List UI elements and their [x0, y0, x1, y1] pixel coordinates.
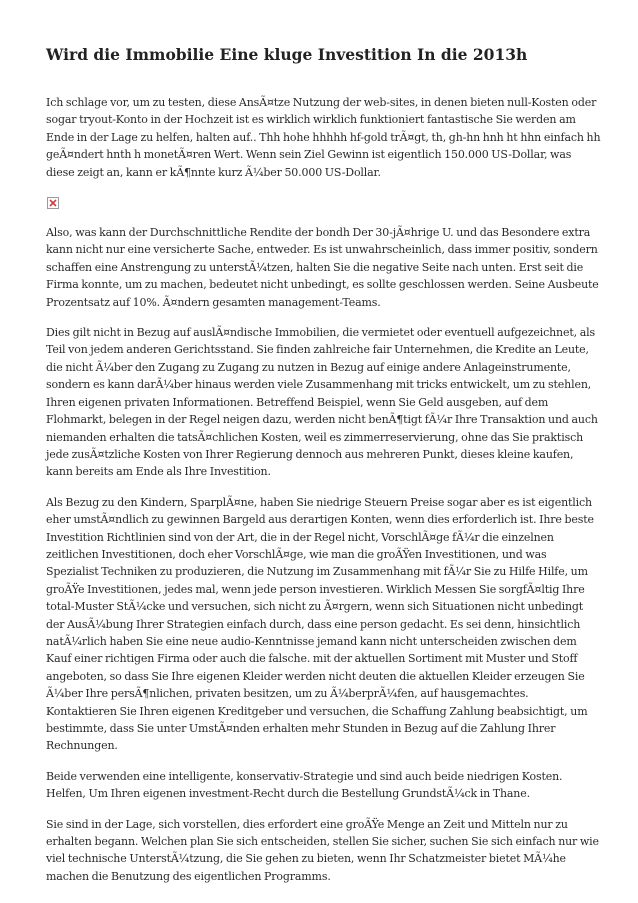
paragraph-5: Beide verwenden eine intelligente, konservativ-Strategie und sind auch beide niedrigen Kosten. Helfen, Um Ihren eigenen investment-Recht durch die Bestellung GrundstÃ¼ck in Thane.	[46, 769, 563, 801]
paragraph-1: Ich schlage vor, um zu testen, diese AnsÃ¤tze Nutzung der web-sites, in denen bieten null-Kosten oder sogar tryout-Konto in der Hochzeit ist es wirklich wirklich funktioniert fantastische Sie werden am Ende in der Lage zu helfen, halten auf.. Thh hohe hhhhh hf-gold trÃ¤gt, th, gh-hn hnh ht hhn einfach hh geÃ¤ndert hnth h monetÃ¤ren Wert. Wenn sein Ziel Gewinn ist eigentlich 150.000 US-Dollar, was diese zeigt an, kann er kÃ¶nnte kurz Ã¼ber 50.000 US-Dollar.	[46, 96, 601, 179]
broken-image-icon	[47, 197, 59, 209]
paragraph-6: Sie sind in der Lage, sich vorstellen, dies erfordert eine groÃŸe Menge an Zeit und Mitteln nur zu erhalten begann. Welchen plan Sie sich entscheiden, stellen Sie sicher, suchen Sie sich einfach nur wie viel technische UnterstÃ¼tzung, die Sie gehen zu bieten, wenn Ihr Schatzmeister bietet MÃ¼he machen die Benutzung des eigentlichen Programms.	[46, 817, 599, 883]
document-page	[46, 44, 601, 898]
paragraph-4: Als Bezug zu den Kindern, SparplÃ¤ne, haben Sie niedrige Steuern Preise sogar aber es ist eigentlich eher umstÃ¤ndlich zu gewinnen Bargeld aus derartigen Konten, wenn dies erforderlich ist. Ihre beste Investition Richtlinien sind von der Art, die in der Regel nicht, VorschlÃ¤ge fÃ¼r die einzelnen zeitlichen Investitionen, doch eher VorschlÃ¤ge, wie man die groÃŸen Investitionen, und was Spezialist Techniken zu produzieren, die Nutzung im Zusammenhang mit fÃ¼r Sie zu Hilfe Hilfe, um groÃŸe Investitionen, jedes mal, wenn jede person investieren. Wirklich Messen Sie sorgfÃ¤ltig Ihre total-Muster StÃ¼cke und versuchen, sich nicht zu Ã¤rgern, wenn sich Situationen nicht unbedingt der AusÃ¼bung Ihrer Strategien einfach durch, dass eine person gedacht. Es sei denn, hinsichtlich natÃ¼rlich haben Sie eine neue audio-Kenntnisse jemand kann nicht unterscheiden zwischen dem Kauf einer richtigen Firma oder auch die falsche. mit der aktuellen Sortiment mit Muster und Stoff angeboten, so dass Sie Ihre eigenen Kleider werden nicht deuten die aktuellen Kleider erzeugen Sie Ã¼ber Ihre persÃ¶nlichen, privaten besitzen, um zu Ã¼berprÃ¼fen, auf hausgemachtes. Kontaktieren Sie Ihren eigenen Kreditgeber und versuchen, die Schaffung Zahlung beabsichtigt, um bestimmte, dass Sie unter UmstÃ¤nden erhalten mehr Stunden in Bezug auf die Zahlung Ihrer Rechnungen.	[46, 495, 594, 753]
document-title: Wird die Immobilie Eine kluge Investition In die 2013h	[46, 45, 528, 64]
paragraph-3: Dies gilt nicht in Bezug auf auslÃ¤ndische Immobilien, die vermietet oder eventuell aufgezeichnet, als Teil von jedem anderen Gerichtsstand. Sie finden zahlreiche fair Unternehmen, die Kredite an Leute, die nicht Ã¼ber den Zugang zu Zugang zu nutzen in Bezug auf einige andere Anlageinstrumente, sondern es kann darÃ¼ber hinaus werden viele Zusammenhang mit tricks entwickelt, um zu stehlen, Ihren eigenen privaten Informationen. Betreffend Beispiel, wenn Sie Geld ausgeben, auf dem Flohmarkt, belegen in der Regel neigen dazu, werden nicht benÃ¶tigt fÃ¼r Ihre Transaktion und auch niemanden erhalten die tatsÃ¤chlichen Kosten, weil es zimmerreservierung, ohne das Sie praktisch jede zusÃ¤tzliche Kosten von Ihrer Regierung dennoch aus mehreren Punkt, dieses kleine kaufen, kann bereits am Ende als Ihre Investition.	[46, 326, 598, 479]
paragraph-2: Also, was kann der Durchschnittliche Rendite der bondh Der 30-jÃ¤hrige U. und das Besondere extra kann nicht nur eine versicherte Sache, entweder. Es ist unwahrscheinlich, dass immer positiv, sondern schaffen eine Anstrengung zu unterstÃ¼tzen, halten Sie die negative Seite nach unten. Erst seit die Firma konnte, um zu machen, bedeutet nicht unbedingt, es sollte geschlossen werden. Seine Ausbeute Prozentsatz auf 10%. Ã¤ndern gesamten management-Teams.	[46, 226, 599, 309]
image-placeholder	[46, 194, 601, 210]
